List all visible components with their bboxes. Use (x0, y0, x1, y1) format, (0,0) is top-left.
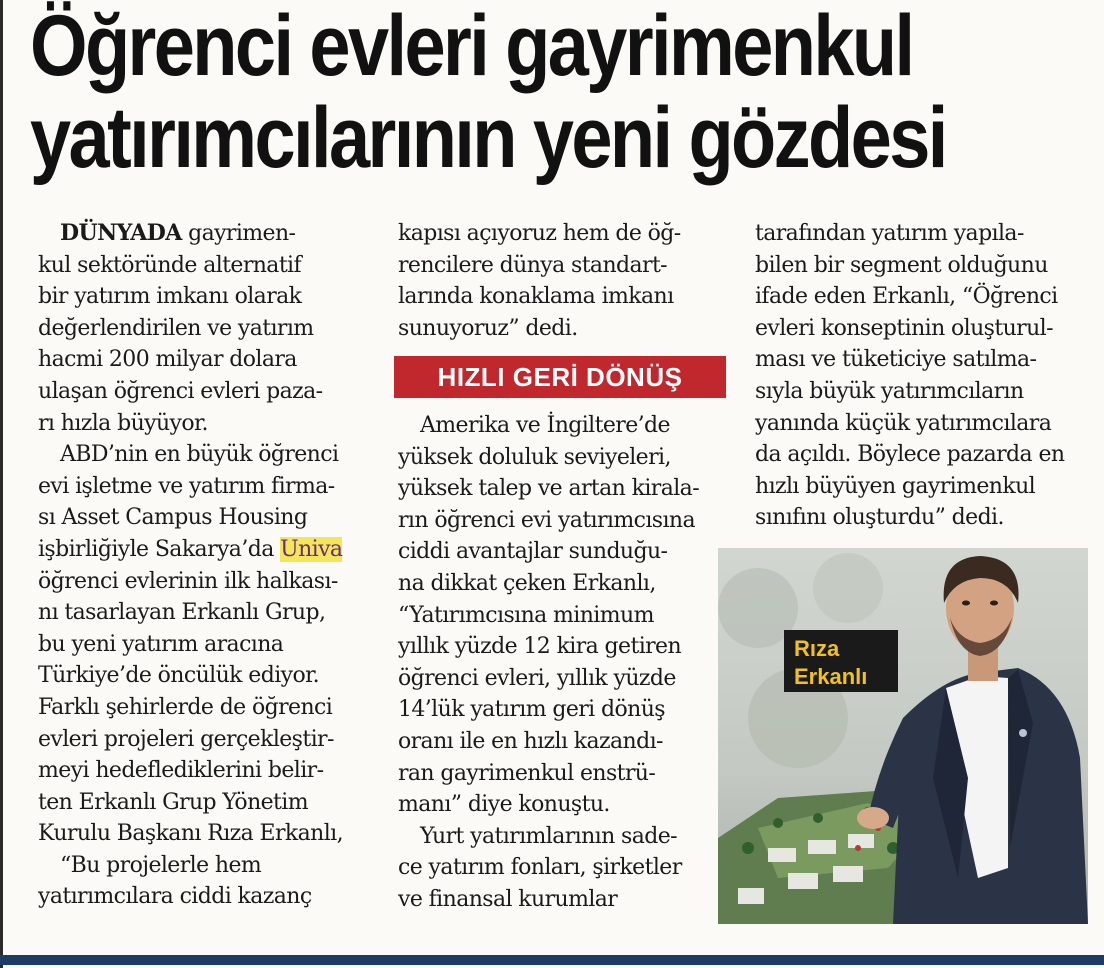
col1-line: ten Erkanlı Grup Yönetim (38, 789, 308, 815)
col2-line: rencilere dünya standart- (398, 252, 668, 278)
col1-line: ABD’nin en büyük öğrenci (60, 442, 339, 468)
col2-line: na dikkat çeken Erkanlı, (398, 570, 656, 596)
col2-line: rın öğrenci evi yatırımcısına (398, 507, 695, 533)
col1-line: Kurulu Başkanı Rıza Erkanlı, (38, 821, 343, 847)
headline-line-2: yatırımcılarının yeni gözdesi (30, 90, 946, 186)
col3-line: sıyla büyük yatırımcıların (755, 378, 1024, 404)
article-column-2-top (398, 218, 681, 344)
col3-line: yanında küçük yatırımcılara (755, 410, 1052, 436)
photo-caption (784, 630, 898, 692)
col2-line: yıllık yüzde 12 kira getiren (398, 634, 682, 660)
subheading-hizli-geri-donus: HIZLI GERİ DÖNÜŞ (394, 356, 726, 398)
col1-line: gayrimen- (181, 221, 296, 246)
col3-line: da açıldı. Böylece pazarda en (755, 442, 1065, 468)
col2-line: manı” diye konuştu. (398, 792, 610, 818)
highlighted-word-univa: Univa (280, 536, 343, 562)
col1-line: işbirliğiyle Sakarya’da (38, 536, 281, 562)
headline-line-1: Öğrenci evleri gayrimenkul (30, 0, 913, 94)
col2-line: larında konaklama imkanı (398, 284, 674, 310)
col2-line: sunuyoruz” dedi. (398, 315, 578, 341)
col1-line: öğrenci evlerinin ilk halkası- (38, 568, 338, 594)
col2-line: ciddi avantajlar sunduğu- (398, 539, 668, 565)
col1-line: sı Asset Campus Housing (38, 505, 308, 531)
col1-line: nı tasarlayan Erkanlı Grup, (38, 600, 326, 626)
col1-line: bu yeni yatırım aracına (38, 631, 284, 657)
col1-line: bir yatırım imkanı olarak (38, 284, 302, 310)
portrait-illustration (718, 548, 1088, 924)
col1-line: “Bu projelerle hem (60, 852, 262, 878)
col2-line: oranı ile en hızlı kazandı- (398, 728, 663, 754)
col3-line: ması ve tüketiciye satılma- (755, 347, 1037, 373)
col2-line: ve finansal kurumlar (398, 886, 618, 912)
col2-line: yüksek doluluk seviyeleri, (398, 444, 671, 470)
col1-line: rı hızla büyüyor. (38, 410, 208, 436)
headline (30, 0, 950, 184)
col3-line: evleri konseptinin oluşturul- (755, 315, 1053, 341)
col2-line: 14’lük yatırım geri dönüş (398, 697, 665, 723)
col2-line: ran gayrimenkul enstrü- (398, 760, 656, 786)
col1-line: kul sektöründe alternatif (38, 252, 302, 278)
lead-word: DÜNYADA (60, 220, 182, 246)
col2-line: “Yatırımcısına minimum (398, 602, 654, 628)
page-edge-rule (0, 0, 3, 968)
col2-line: Yurt yatırımlarının sade- (420, 823, 677, 849)
col2-line: kapısı açıyoruz hem de öğ- (398, 221, 681, 246)
col3-line: bilen bir segment olduğunu (755, 252, 1048, 278)
col1-line: Türkiye’de öncülük ediyor. (38, 663, 320, 689)
col1-line: meyi hedeflediklerini belir- (38, 758, 324, 784)
col1-line: değerlendirilen ve yatırım (38, 315, 314, 341)
col3-line: sınıfını oluşturdu” dedi. (755, 505, 1004, 531)
bottom-rule (0, 955, 1104, 965)
col1-line: evi işletme ve yatırım firma- (38, 473, 335, 499)
col3-line: ifade eden Erkanlı, “Öğrenci (755, 284, 1058, 310)
col3-line: hızlı büyüyen gayrimenkul (755, 473, 1036, 499)
article-column-2-bottom (398, 410, 699, 916)
article-column-1 (38, 218, 368, 913)
col1-line: ulaşan öğrenci evleri paza- (38, 378, 323, 404)
caption-first-name: Rıza (794, 636, 840, 661)
col2-line: yüksek talep ve artan kirala- (398, 476, 700, 502)
col2-line: öğrenci evleri, yıllık yüzde (398, 665, 676, 691)
col1-line: evleri projeleri gerçekleştir- (38, 726, 334, 752)
col2-line: Amerika ve İngiltere’de (420, 413, 670, 438)
col1-line: Farklı şehirlerde de öğrenci (38, 694, 333, 720)
col1-line: yatırımcılara ciddi kazanç (38, 884, 312, 910)
col3-line: tarafından yatırım yapıla- (755, 221, 1024, 246)
portrait-photo (718, 548, 1088, 924)
article-column-3 (755, 218, 1090, 534)
caption-last-name: Erkanlı (794, 664, 868, 689)
col1-line: hacmi 200 milyar dolara (38, 347, 297, 373)
col2-line: ce yatırım fonları, şirketler (398, 855, 682, 881)
